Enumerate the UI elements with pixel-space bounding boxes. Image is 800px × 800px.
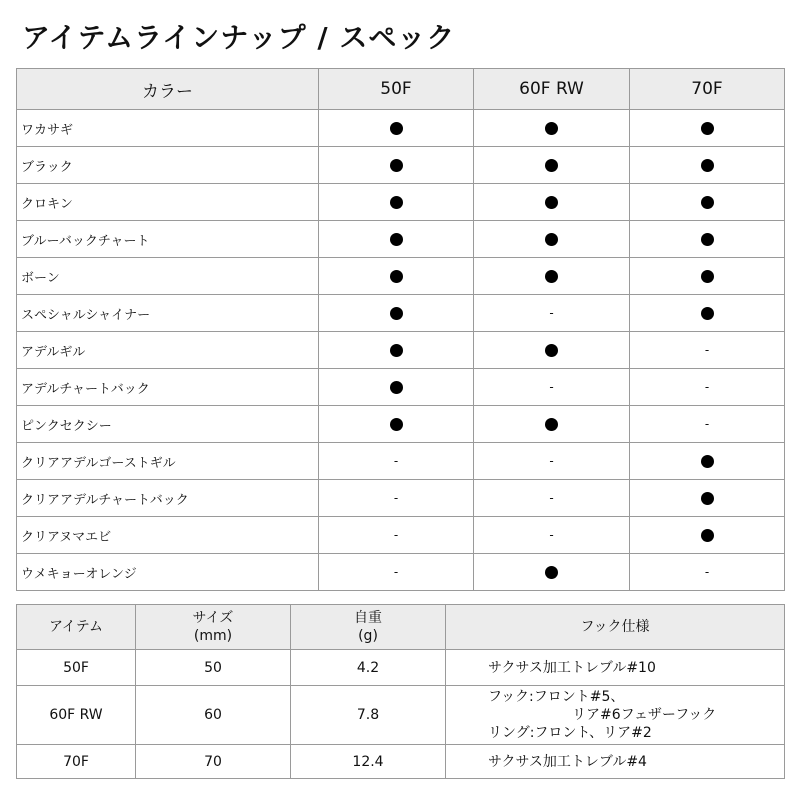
spec-hook-line: サクサス加工トレブル#10 xyxy=(488,659,656,676)
color-table-body xyxy=(17,110,785,591)
availability-cell-60f-rw xyxy=(474,406,630,443)
spec-weight: 12.4 xyxy=(291,745,446,779)
unavailable-dash: - xyxy=(549,305,554,320)
available-dot-icon xyxy=(701,492,714,505)
availability-cell-50f xyxy=(319,110,474,147)
color-row xyxy=(17,258,785,295)
available-dot-icon xyxy=(701,529,714,542)
spec-hook-line: リア#6フェザーフック xyxy=(572,707,717,723)
availability-cell-70f xyxy=(630,147,785,184)
spec-hook-line: フック:フロント#5、 xyxy=(488,689,625,705)
available-dot-icon xyxy=(701,233,714,246)
availability-cell-70f xyxy=(630,184,785,221)
availability-cell-70f xyxy=(630,110,785,147)
spec-hook xyxy=(446,745,785,779)
available-dot-icon xyxy=(390,159,403,172)
available-dot-icon xyxy=(701,307,714,320)
color-name: クロキン xyxy=(17,184,319,221)
spec-header-size xyxy=(136,605,291,650)
color-name: アデルギル xyxy=(17,332,319,369)
unavailable-dash: - xyxy=(704,416,710,431)
unavailable-dash: - xyxy=(549,379,554,394)
color-row xyxy=(17,369,785,406)
availability-cell-60f-rw xyxy=(474,147,630,184)
available-dot-icon xyxy=(545,233,558,246)
available-dot-icon xyxy=(545,418,558,431)
availability-cell-60f-rw xyxy=(474,517,630,554)
spec-header-weight xyxy=(291,605,446,650)
spec-hook xyxy=(446,686,785,745)
spec-header-weight-unit: (g) xyxy=(358,628,378,644)
color-name: ブルーバックチャート xyxy=(17,221,319,258)
availability-cell-60f-rw xyxy=(474,554,630,591)
available-dot-icon xyxy=(545,566,558,579)
unavailable-dash: - xyxy=(704,379,710,394)
color-row xyxy=(17,184,785,221)
spec-hook xyxy=(446,650,785,686)
header-50f: 50F xyxy=(319,69,474,110)
available-dot-icon xyxy=(390,381,403,394)
availability-cell-60f-rw xyxy=(474,184,630,221)
availability-cell-50f xyxy=(319,554,474,591)
available-dot-icon xyxy=(390,270,403,283)
availability-cell-50f xyxy=(319,184,474,221)
availability-cell-70f xyxy=(630,221,785,258)
availability-cell-50f xyxy=(319,221,474,258)
unavailable-dash: - xyxy=(393,564,399,579)
availability-cell-70f xyxy=(630,554,785,591)
spec-header-item: アイテム xyxy=(17,605,136,650)
unavailable-dash: - xyxy=(549,490,554,505)
unavailable-dash: - xyxy=(549,453,554,468)
availability-cell-50f xyxy=(319,480,474,517)
spec-hook-line: リング:フロント、リア#2 xyxy=(488,725,652,741)
spec-header-size-unit: (mm) xyxy=(193,628,233,644)
spec-row xyxy=(17,745,785,779)
spec-size: 50 xyxy=(136,650,291,686)
color-row xyxy=(17,443,785,480)
availability-cell-50f xyxy=(319,369,474,406)
color-name: クリアヌマエビ xyxy=(17,517,319,554)
available-dot-icon xyxy=(390,122,403,135)
availability-cell-70f xyxy=(630,480,785,517)
spec-table-header-row xyxy=(17,605,785,650)
available-dot-icon xyxy=(390,418,403,431)
available-dot-icon xyxy=(701,270,714,283)
unavailable-dash: - xyxy=(704,342,710,357)
spec-table xyxy=(16,604,785,779)
availability-cell-50f xyxy=(319,332,474,369)
availability-cell-50f xyxy=(319,258,474,295)
spec-item: 70F xyxy=(17,745,136,779)
unavailable-dash: - xyxy=(549,527,554,542)
header-60f-rw: 60F RW xyxy=(474,69,630,110)
availability-cell-50f xyxy=(319,443,474,480)
color-row xyxy=(17,554,785,591)
availability-cell-50f xyxy=(319,295,474,332)
color-row xyxy=(17,147,785,184)
availability-cell-70f xyxy=(630,443,785,480)
header-70f: 70F xyxy=(630,69,785,110)
available-dot-icon xyxy=(390,307,403,320)
availability-cell-60f-rw xyxy=(474,110,630,147)
color-name: ブラック xyxy=(17,147,319,184)
availability-cell-60f-rw xyxy=(474,221,630,258)
availability-cell-60f-rw xyxy=(474,480,630,517)
availability-cell-60f-rw xyxy=(474,332,630,369)
availability-cell-60f-rw xyxy=(474,369,630,406)
availability-cell-70f xyxy=(630,332,785,369)
available-dot-icon xyxy=(545,196,558,209)
availability-cell-70f xyxy=(630,406,785,443)
color-name: クリアアデルゴーストギル xyxy=(17,443,319,480)
available-dot-icon xyxy=(701,455,714,468)
header-color: カラー xyxy=(17,69,319,110)
availability-cell-70f xyxy=(630,517,785,554)
availability-cell-60f-rw xyxy=(474,443,630,480)
color-row xyxy=(17,406,785,443)
color-row xyxy=(17,517,785,554)
spec-item: 60F RW xyxy=(17,686,136,745)
available-dot-icon xyxy=(390,233,403,246)
available-dot-icon xyxy=(701,196,714,209)
available-dot-icon xyxy=(701,159,714,172)
color-name: ウメキョーオレンジ xyxy=(17,554,319,591)
spec-size: 70 xyxy=(136,745,291,779)
available-dot-icon xyxy=(545,159,558,172)
unavailable-dash: - xyxy=(393,527,399,542)
spec-row xyxy=(17,650,785,686)
color-name: スペシャルシャイナー xyxy=(17,295,319,332)
available-dot-icon xyxy=(390,196,403,209)
availability-cell-50f xyxy=(319,517,474,554)
color-row xyxy=(17,480,785,517)
color-name: ボーン xyxy=(17,258,319,295)
unavailable-dash: - xyxy=(393,490,399,505)
spec-weight: 4.2 xyxy=(291,650,446,686)
available-dot-icon xyxy=(701,122,714,135)
availability-cell-70f xyxy=(630,295,785,332)
color-table-header-row xyxy=(17,69,785,110)
spec-header-hook: フック仕様 xyxy=(446,605,785,650)
availability-cell-60f-rw xyxy=(474,258,630,295)
color-name: ピンクセクシー xyxy=(17,406,319,443)
spec-row xyxy=(17,686,785,745)
spec-hook-line: サクサス加工トレブル#4 xyxy=(488,753,647,770)
spec-header-size-label: サイズ xyxy=(192,610,234,626)
color-lineup-table xyxy=(16,68,785,591)
spec-weight: 7.8 xyxy=(291,686,446,745)
availability-cell-60f-rw xyxy=(474,295,630,332)
availability-cell-50f xyxy=(319,147,474,184)
color-row xyxy=(17,221,785,258)
unavailable-dash: - xyxy=(393,453,399,468)
availability-cell-70f xyxy=(630,258,785,295)
spec-header-weight-label: 自重 xyxy=(354,610,382,626)
available-dot-icon xyxy=(390,344,403,357)
color-name: クリアアデルチャートバック xyxy=(17,480,319,517)
color-row xyxy=(17,295,785,332)
spec-item: 50F xyxy=(17,650,136,686)
availability-cell-70f xyxy=(630,369,785,406)
color-row xyxy=(17,332,785,369)
page-title: アイテムラインナップ / スペック xyxy=(22,21,456,54)
unavailable-dash: - xyxy=(704,564,710,579)
available-dot-icon xyxy=(545,122,558,135)
color-row xyxy=(17,110,785,147)
spec-size: 60 xyxy=(136,686,291,745)
availability-cell-50f xyxy=(319,406,474,443)
available-dot-icon xyxy=(545,344,558,357)
available-dot-icon xyxy=(545,270,558,283)
color-name: ワカサギ xyxy=(17,110,319,147)
color-name: アデルチャートバック xyxy=(17,369,319,406)
